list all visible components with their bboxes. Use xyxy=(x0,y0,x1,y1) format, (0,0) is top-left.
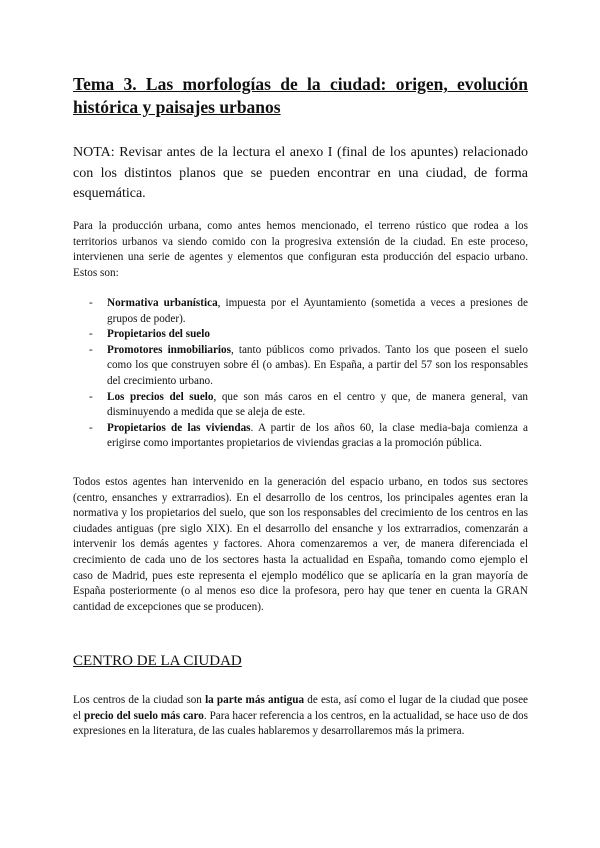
list-item xyxy=(73,343,528,390)
centro-text-2: de esta, así como el lugar de la ciudad que posee el xyxy=(73,694,529,722)
agents-list xyxy=(73,296,528,452)
summary-paragraph: Todos estos agentes han intervenido en la generación del espacio urbano, en todos sus sectores (centro, ensanches y extrarradios). En el desarrollo de los centros, los principales agentes eran la normativa y los propietarios del suelo, que son los responsables del crecimiento de los centros en las ciudades antiguas (pre siglo XIX). En el desarrollo del ensanche y los extrarradios, comenzarán a intervenir los demás agentes y factores. Ahora comenzaremos a ver, de manera diferenciada el crecimiento de cada uno de los sectores hasta la actualidad en España, tomando como ejemplo el caso de Madrid, pues este representa el ejemplo modélico que se aplicaría en la gran mayoría de España posteriormente (o al menos eso dice la profesora, pero hay que tener en cuenta la GRAN cantidad de excepciones que se producen). xyxy=(73,476,528,613)
list-item xyxy=(73,296,528,327)
bullet-dash: - xyxy=(89,421,93,434)
list-item xyxy=(73,421,528,452)
agent-name: Promotores inmobiliarios xyxy=(107,343,231,356)
document-title: Tema 3. Las morfologías de la ciudad: origen, evolución histórica y paisajes urbanos xyxy=(73,74,528,117)
agent-name: Los precios del suelo xyxy=(107,390,214,403)
bullet-dash: - xyxy=(89,343,93,356)
centro-bold-2: precio del suelo más caro xyxy=(83,709,204,722)
bullet-dash: - xyxy=(89,328,93,341)
agent-description: . A partir de los años 60, la clase media-baja comienza a erigirse como importantes propietarios de viviendas gracias a la promoción pública. xyxy=(107,421,528,450)
agent-description: , impuesta por el Ayuntamiento (sometida a veces a presiones de grupos de poder). xyxy=(107,297,528,325)
list-item xyxy=(73,390,528,421)
section-heading: CENTRO DE LA CIUDAD xyxy=(73,653,242,669)
agent-name: Propietarios del suelo xyxy=(107,328,210,341)
list-item xyxy=(73,327,528,343)
agent-description: , que son más caros en el centro y que, de manera general, van disminuyendo a medida que se aleja de este. xyxy=(107,390,528,419)
reading-note: NOTA: Revisar antes de la lectura el anexo I (final de los apuntes) relacionado con los distintos planos que se pueden encontrar en una ciudad, de forma esquemática. xyxy=(73,145,528,201)
centro-text-1: Los centros de la ciudad son xyxy=(73,694,206,706)
intro-paragraph: Para la producción urbana, como antes hemos mencionado, el terreno rústico que rodea a los territorios urbanos va siendo comido con la progresiva extensión de la ciudad. En este proceso, intervienen una serie de agentes y elementos que configuran esta producción del espacio urbano. Estos son: xyxy=(73,220,528,279)
bullet-dash: - xyxy=(89,390,93,403)
bullet-dash: - xyxy=(89,297,93,309)
agent-description: , tanto públicos como privados. Tanto los que poseen el suelo como los que construyen sobre él (o ambas). En España, a partir del 57 son los responsables del crecimiento urbano. xyxy=(107,343,528,387)
centro-text-3: . Para hacer referencia a los centros, en la actualidad, se hace uso de dos expresiones en la literatura, de las cuales hablaremos y desarrollaremos más la primera. xyxy=(73,709,528,738)
agent-name: Normativa urbanística xyxy=(107,297,218,309)
centro-bold-1: la parte más antigua xyxy=(205,694,305,706)
agent-name: Propietarios de las viviendas xyxy=(107,421,251,434)
centro-paragraph xyxy=(73,693,528,740)
